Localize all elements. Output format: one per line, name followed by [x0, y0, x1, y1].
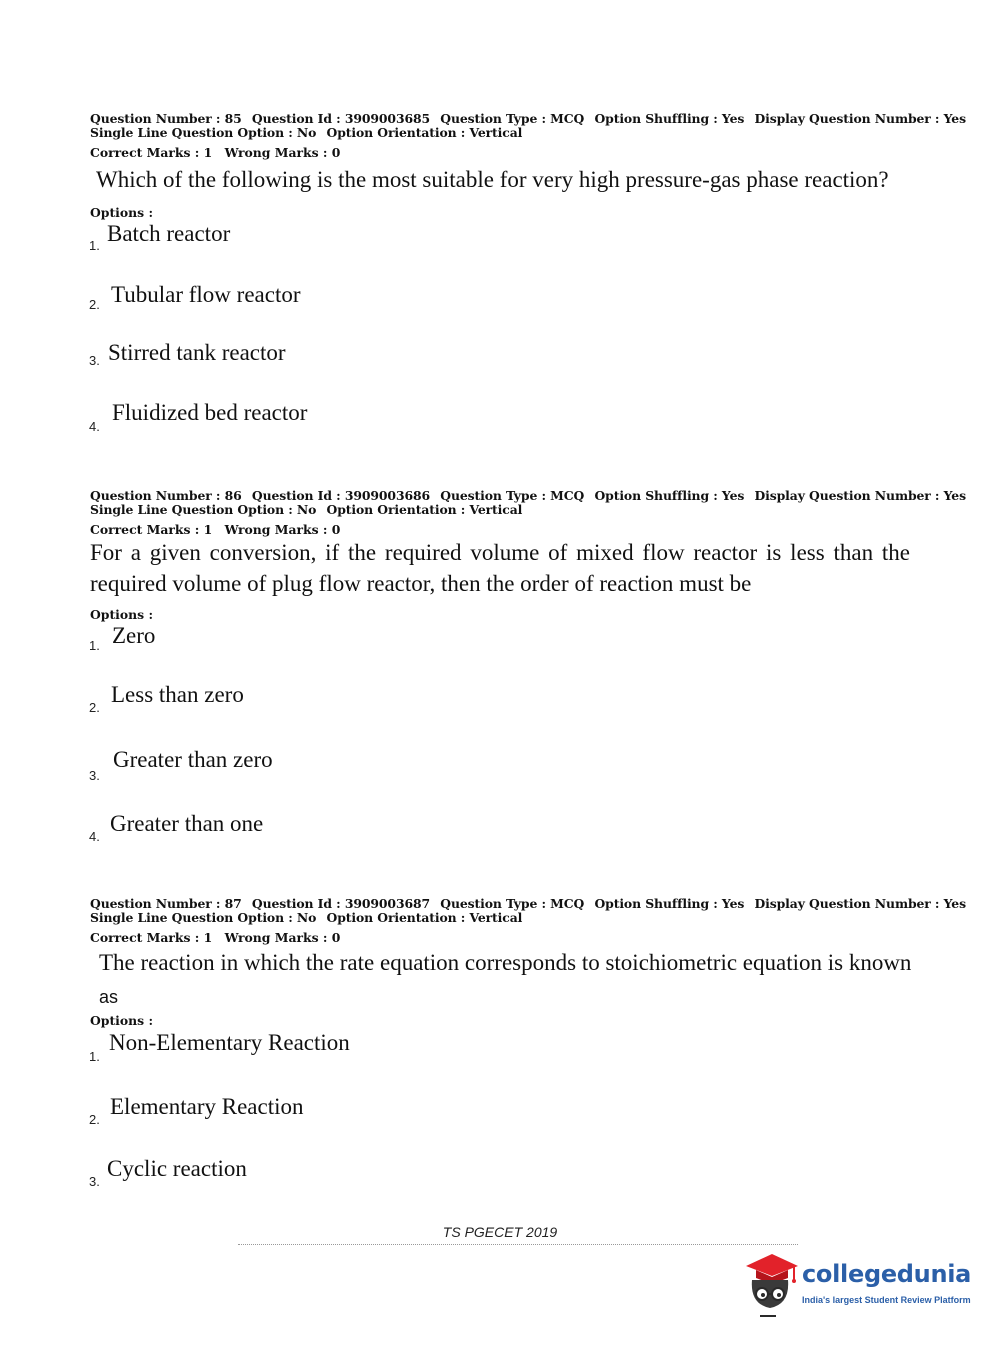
single-line-option: Single Line Question Option : No [90, 502, 317, 517]
question-id: Question Id : 3909003687 [251, 896, 431, 911]
option-orientation: Option Orientation : Vertical [326, 125, 523, 140]
option-number: 2. [89, 1112, 100, 1127]
option-number: 2. [89, 700, 100, 715]
option-number: 4. [89, 829, 100, 844]
question-meta-line-1 [90, 488, 966, 503]
display-question-number: Display Question Number : Yes [754, 111, 966, 126]
question-meta-line-2 [90, 911, 920, 925]
single-line-option: Single Line Question Option : No [90, 125, 317, 140]
option-orientation: Option Orientation : Vertical [326, 910, 523, 925]
wrong-marks: Wrong Marks : 0 [224, 522, 341, 537]
option-text: Cyclic reaction [107, 1156, 247, 1181]
wrong-marks: Wrong Marks : 0 [224, 145, 341, 160]
logo-wordmark: collegedunia [802, 1260, 972, 1288]
exam-footer: TS PGECET 2019 [442, 1224, 558, 1240]
correct-marks: Correct Marks : 1 [90, 522, 213, 537]
logo-tagline: India's largest Student Review Platform [802, 1295, 971, 1305]
question-meta-line-1 [90, 111, 966, 126]
question-id: Question Id : 3909003686 [251, 488, 431, 503]
question-meta-line-2 [90, 126, 920, 140]
question-type: Question Type : MCQ [440, 488, 585, 503]
option-orientation: Option Orientation : Vertical [326, 502, 523, 517]
question-86-header [90, 488, 966, 537]
footer-divider [238, 1244, 798, 1247]
display-question-number: Display Question Number : Yes [754, 488, 966, 503]
question-number: Question Number : 85 [90, 111, 242, 126]
option-number: 3. [89, 353, 100, 368]
marks-line [90, 931, 920, 945]
question-type: Question Type : MCQ [440, 896, 585, 911]
option-text: Non-Elementary Reaction [109, 1030, 350, 1055]
question-text: Which of the following is the most suitable for very high pressure-gas phase reaction? [96, 167, 889, 192]
question-id: Question Id : 3909003685 [251, 111, 431, 126]
question-text-cont: as [99, 987, 119, 1007]
question-87-header [90, 896, 966, 945]
correct-marks: Correct Marks : 1 [90, 145, 213, 160]
option-shuffling: Option Shuffling : Yes [594, 896, 745, 911]
option-text: Batch reactor [107, 221, 231, 246]
question-text: The reaction in which the rate equation corresponds to stoichiometric equation is known [99, 950, 912, 975]
option-text: Less than zero [111, 682, 244, 707]
marks-line [90, 523, 920, 537]
question-number: Question Number : 87 [90, 896, 242, 911]
correct-marks: Correct Marks : 1 [90, 930, 213, 945]
option-shuffling: Option Shuffling : Yes [594, 111, 745, 126]
marks-line [90, 146, 920, 160]
wrong-marks: Wrong Marks : 0 [224, 930, 341, 945]
option-text: Elementary Reaction [110, 1094, 304, 1119]
option-text: Stirred tank reactor [108, 340, 286, 365]
option-text: Greater than one [110, 811, 264, 836]
options-label: Options : [90, 607, 154, 622]
options-label: Options : [90, 205, 154, 220]
question-text-continuation [99, 980, 919, 1013]
option-text: Tubular flow reactor [111, 282, 301, 307]
option-number: 1. [89, 1049, 100, 1064]
option-number: 2. [89, 297, 100, 312]
question-number: Question Number : 86 [90, 488, 242, 503]
option-number: 1. [89, 238, 100, 253]
option-text: Fluidized bed reactor [112, 400, 308, 425]
question-text: For a given conversion, if the required volume of mixed flow reactor is less than the required volume of plug flow reactor, then the order of reaction must be [90, 540, 910, 596]
option-shuffling: Option Shuffling : Yes [594, 488, 745, 503]
option-number: 3. [89, 768, 100, 783]
option-number: 3. [89, 1174, 100, 1189]
single-line-option: Single Line Question Option : No [90, 910, 317, 925]
option-number: 1. [89, 638, 100, 653]
graduate-mascot-icon [742, 1250, 802, 1320]
display-question-number: Display Question Number : Yes [754, 896, 966, 911]
option-number: 4. [89, 419, 100, 434]
question-type: Question Type : MCQ [440, 111, 585, 126]
option-text: Greater than zero [113, 747, 273, 772]
question-85-header [90, 111, 966, 160]
option-text: Zero [112, 623, 156, 648]
options-label: Options : [90, 1013, 154, 1028]
question-meta-line-1 [90, 896, 966, 911]
collegedunia-logo [742, 1250, 972, 1320]
question-meta-line-2 [90, 503, 920, 517]
